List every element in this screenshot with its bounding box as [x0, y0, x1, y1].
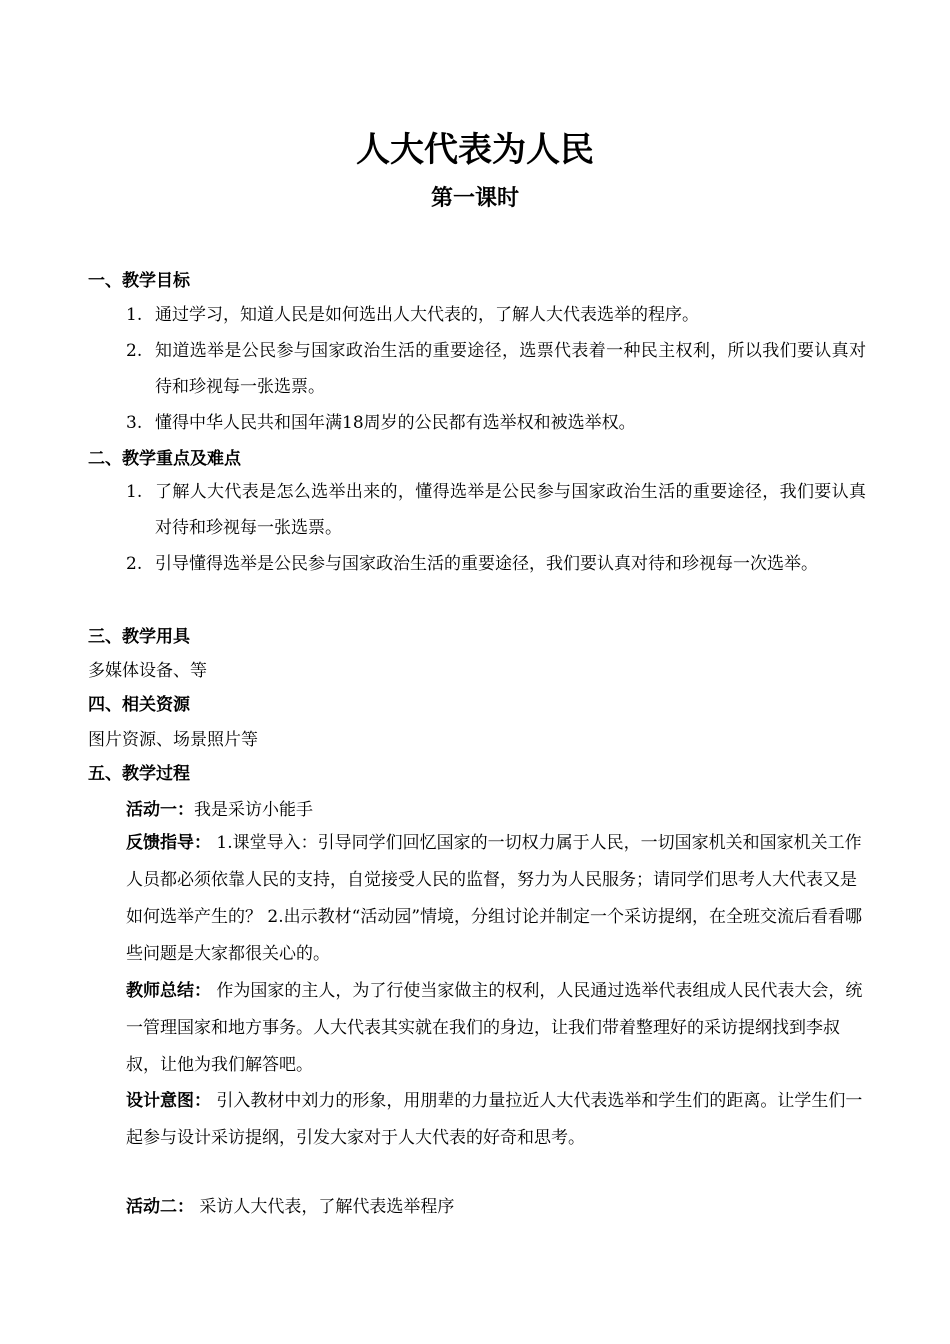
activity-two [126, 1189, 866, 1226]
section-text-resources: 图片资源、场景照片等 [88, 730, 258, 750]
activity-one-label: 活动一： [126, 800, 194, 820]
summary-label: 教师总结： [126, 981, 211, 1001]
list-item-text: 懂得中华人民共和国年满18周岁的公民都有选举权和被选举权。 [155, 413, 636, 433]
section-heading-process: 五、教学过程 [88, 764, 190, 784]
summary-text: 作为国家的主人，为了行使当家做主的权利，人民通过选举代表组成人民代表大会，统一管理国家和地方事务。人大代表其实就在我们的身边，让我们带着整理好的采访提纲找到李叔叔，让他为我们解答吧。 [126, 981, 863, 1075]
list-item-number: 1. [126, 482, 143, 502]
activity-two-label: 活动二： [126, 1197, 194, 1217]
list-item [126, 546, 866, 582]
list-item [126, 297, 866, 333]
list-item [126, 405, 866, 441]
list-item-text: 了解人大代表是怎么选举出来的，懂得选举是公民参与国家政治生活的重要途径，我们要认真对待和珍视每一张选票。 [155, 482, 866, 538]
section-heading-tools: 三、教学用具 [88, 627, 190, 647]
document-title: 人大代表为人民 [356, 130, 594, 170]
feedback-text: 1.课堂导入：引导同学们回忆国家的一切权力属于人民，一切国家机关和国家机关工作人员都必须依靠人民的支持，自觉接受人民的监督，努力为人民服务；请同学们思考人大代表又是如何选举产生的？ 2.出示教材“活动园”情境，分组讨论并制定一个采访提纲，在全班交流后看看哪些问题是大家都很关心的。 [126, 833, 863, 964]
design-intent-paragraph [126, 1083, 866, 1157]
design-intent-label: 设计意图： [126, 1091, 211, 1111]
activity-two-text: 采访人大代表，了解代表选举程序 [194, 1197, 455, 1217]
list-item-text: 通过学习，知道人民是如何选出人大代表的，了解人大代表选举的程序。 [155, 305, 699, 325]
section-heading-objectives: 一、教学目标 [88, 271, 190, 291]
list-item [126, 474, 866, 546]
list-item-text: 知道选举是公民参与国家政治生活的重要途径，选票代表着一种民主权利，所以我们要认真对待和珍视每一张选票。 [155, 341, 866, 397]
list-item-number: 2. [126, 341, 143, 361]
document-subtitle: 第一课时 [430, 186, 519, 211]
section-text-tools: 多媒体设备、等 [88, 661, 207, 681]
feedback-paragraph [126, 825, 866, 973]
list-item-number: 2. [126, 554, 143, 574]
activity-one [126, 792, 866, 829]
feedback-label: 反馈指导： [126, 833, 211, 853]
list-item [126, 333, 866, 405]
list-item-number: 3. [126, 413, 143, 433]
design-intent-text: 引入教材中刘力的形象，用朋辈的力量拉近人大代表选举和学生们的距离。让学生们一起参与设计采访提纲，引发大家对于人大代表的好奇和思考。 [126, 1091, 863, 1148]
activity-one-text: 我是采访小能手 [194, 800, 313, 820]
section-heading-resources: 四、相关资源 [88, 695, 190, 715]
list-item-number: 1. [126, 305, 143, 325]
summary-paragraph [126, 973, 866, 1084]
section-heading-key-points: 二、教学重点及难点 [88, 449, 241, 469]
list-item-text: 引导懂得选举是公民参与国家政治生活的重要途径，我们要认真对待和珍视每一次选举。 [155, 554, 818, 574]
